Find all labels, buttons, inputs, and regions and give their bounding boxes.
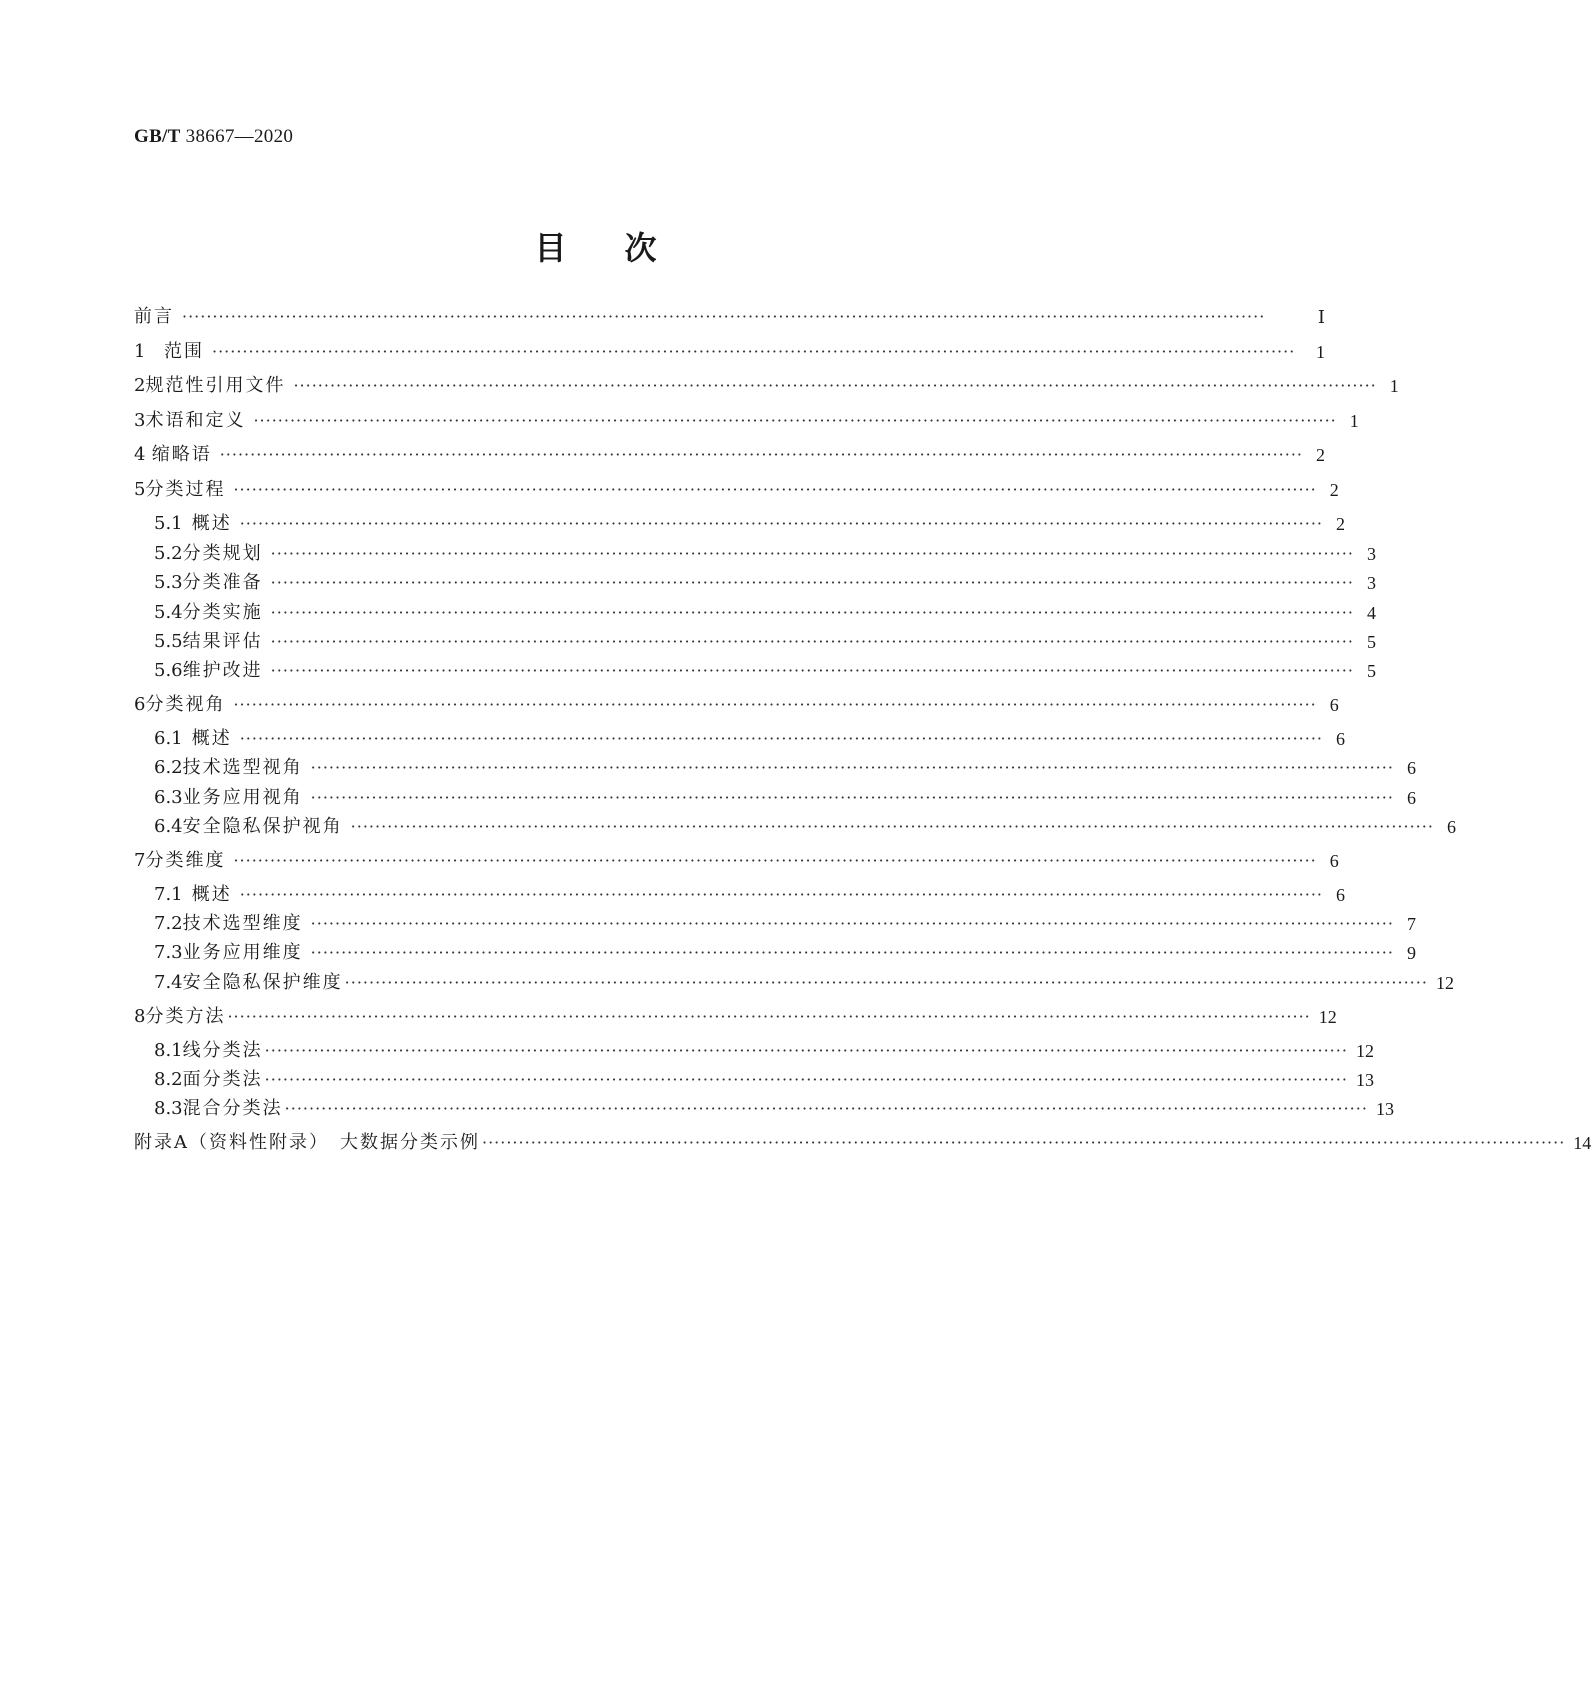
toc-leader-dots — [233, 848, 1316, 874]
toc-entry-page: 12 — [1318, 1007, 1337, 1027]
toc-entry-page: 6 — [1336, 885, 1345, 905]
toc-entry-7-2[interactable] — [0, 911, 1535, 937]
toc-entry-label: 概述 — [191, 884, 232, 905]
toc-entry-page: 4 — [1366, 603, 1376, 623]
toc-leader-dots — [240, 726, 1323, 752]
toc-entry-number: 4 — [134, 444, 146, 465]
toc-leader-dots — [271, 570, 1354, 596]
toc-entry-5-3[interactable] — [0, 570, 1535, 596]
toc-entry-number: 3 — [134, 410, 146, 431]
toc-entry-label: 分类过程 — [145, 479, 226, 500]
toc-entry-label: 概述 — [191, 728, 232, 749]
toc-leader-dots — [311, 911, 1394, 937]
toc-entry-5-5[interactable] — [0, 629, 1535, 655]
toc-entry-7-1[interactable] — [0, 882, 1535, 908]
toc-entry-5-2[interactable] — [0, 541, 1535, 567]
toc-entry-number: 5.6 — [154, 660, 183, 681]
toc-leader-dots — [253, 408, 1336, 434]
toc-entry-label: 附录A（资料性附录） 大数据分类示例 — [134, 1132, 480, 1153]
toc-entry-page: Ⅰ — [1317, 307, 1325, 327]
toc-entry-page: 9 — [1406, 943, 1416, 963]
toc-entry-label: 分类规划 — [182, 543, 263, 564]
toc-entry-number: 8 — [134, 1006, 146, 1027]
toc-leader-dots — [265, 1038, 1348, 1064]
toc-entry-label: 分类实施 — [182, 602, 263, 623]
toc-entry-number: 7 — [134, 850, 146, 871]
toc-entry-label: 范围 — [164, 341, 204, 362]
toc-entry-label: 分类维度 — [145, 850, 226, 871]
toc-entry-6-2[interactable] — [0, 755, 1535, 781]
toc-leader-dots — [240, 511, 1323, 537]
toc-entry-page: 6 — [1329, 851, 1339, 871]
toc-entry-8-2[interactable] — [0, 1067, 1535, 1093]
toc-entry-label: 技术选型视角 — [182, 757, 303, 778]
toc-entry-8-3[interactable] — [0, 1096, 1535, 1122]
toc-entry-page: 1 — [1389, 376, 1399, 396]
toc-entry-number: 8.2 — [154, 1069, 183, 1090]
toc-entry-label: 业务应用维度 — [182, 942, 303, 963]
toc-leader-dots — [293, 373, 1376, 399]
toc-entry-label: 概述 — [191, 513, 232, 534]
toc-leader-dots — [345, 970, 1428, 996]
toc-entry-6-4[interactable] — [0, 814, 1535, 840]
toc-leader-dots — [482, 1130, 1565, 1156]
toc-entry-5-1[interactable] — [0, 511, 1535, 537]
toc-leader-dots — [233, 477, 1316, 503]
toc-leader-dots — [233, 692, 1316, 718]
standard-prefix: GB/T — [134, 126, 181, 147]
toc-entry-label: 混合分类法 — [182, 1098, 283, 1119]
toc-entry-8-1[interactable] — [0, 1038, 1535, 1064]
toc-entry-label: 维护改进 — [182, 660, 263, 681]
toc-entry-page: 7 — [1406, 914, 1416, 934]
toc-entry-6[interactable] — [0, 692, 1515, 718]
toc-leader-dots — [220, 442, 1303, 468]
toc-entry-page: 2 — [1336, 514, 1345, 534]
toc-leader-dots — [182, 304, 1303, 330]
toc-entry-foreword[interactable] — [0, 304, 1515, 330]
toc-entry-page: 2 — [1316, 445, 1325, 465]
toc-entry-page: 3 — [1366, 544, 1376, 564]
toc-entry-page: 13 — [1375, 1099, 1394, 1119]
toc-entry-5[interactable] — [0, 477, 1515, 503]
toc-entry-page: 3 — [1366, 573, 1376, 593]
toc-entry-label: 业务应用视角 — [182, 787, 303, 808]
toc-leader-dots — [311, 755, 1394, 781]
toc-entry-number: 6.2 — [154, 757, 183, 778]
toc-entry-7-3[interactable] — [0, 940, 1535, 966]
toc-entry-label: 分类方法 — [145, 1006, 226, 1027]
toc-entry-label: 结果评估 — [182, 631, 263, 652]
toc-entry-label: 技术选型维度 — [182, 913, 303, 934]
toc-leader-dots — [212, 339, 1303, 365]
toc-leader-dots — [311, 940, 1394, 966]
toc-entry-5-4[interactable] — [0, 600, 1535, 626]
toc-entry-page: 6 — [1406, 788, 1416, 808]
toc-leader-dots — [271, 541, 1354, 567]
toc-entry-page: 1 — [1349, 411, 1359, 431]
toc-entry-label: 安全隐私保护维度 — [182, 972, 343, 993]
toc-entry-page: 1 — [1316, 342, 1325, 362]
toc-entry-number: 8.1 — [154, 1040, 183, 1061]
toc-entry-page: 12 — [1355, 1041, 1374, 1061]
toc-entry-8[interactable] — [0, 1004, 1515, 1030]
toc-entry-page: 13 — [1355, 1070, 1374, 1090]
standard-number: 38667—2020 — [185, 126, 294, 147]
toc-entry-page: 12 — [1435, 973, 1454, 993]
toc-entry-page: 5 — [1366, 632, 1376, 652]
toc-entry-label: 术语和定义 — [145, 410, 246, 431]
toc-entry-number: 5 — [134, 479, 146, 500]
toc-leader-dots — [227, 1004, 1310, 1030]
toc-entry-number: 7.1 — [154, 884, 183, 905]
toc-entry-4[interactable] — [0, 442, 1515, 468]
toc-entry-label: 面分类法 — [182, 1069, 263, 1090]
toc-entry-number: 2 — [134, 375, 146, 396]
toc-entry-7[interactable] — [0, 848, 1515, 874]
toc-entry-number: 6 — [134, 694, 146, 715]
toc-entry-number: 7.4 — [154, 972, 183, 993]
toc-entry-page: 6 — [1336, 729, 1345, 749]
toc-entry-number: 1 — [134, 341, 146, 362]
toc-leader-dots — [240, 882, 1323, 908]
toc-entry-7-4[interactable] — [0, 970, 1535, 996]
toc-entry-page: 6 — [1329, 695, 1339, 715]
toc-entry-page: 5 — [1366, 661, 1376, 681]
toc-leader-dots — [351, 814, 1434, 840]
toc-entry-6-3[interactable] — [0, 785, 1535, 811]
toc-entry-number: 6.4 — [154, 816, 183, 837]
toc-entry-label: 安全隐私保护视角 — [182, 816, 343, 837]
page-title: 目次 — [534, 229, 715, 267]
toc-entry-label: 分类准备 — [182, 572, 263, 593]
toc-entry-number: 5.4 — [154, 602, 183, 623]
toc-entry-number: 6.1 — [154, 728, 183, 749]
toc-entry-page: 6 — [1406, 758, 1416, 778]
toc-entry-label: 缩略语 — [151, 444, 212, 465]
toc-leader-dots — [271, 600, 1354, 626]
toc-leader-dots — [271, 629, 1354, 655]
toc-leader-dots — [271, 658, 1354, 684]
toc-entry-label: 线分类法 — [182, 1040, 263, 1061]
toc-entry-1[interactable] — [0, 339, 1515, 365]
toc-entry-label: 前言 — [134, 306, 174, 327]
toc-leader-dots — [285, 1096, 1368, 1122]
toc-entry-number: 5.2 — [154, 543, 183, 564]
toc-entry-5-6[interactable] — [0, 658, 1535, 684]
toc-entry-page: 14 — [1573, 1133, 1591, 1153]
toc-entry-label: 分类视角 — [145, 694, 226, 715]
toc-entry-number: 5.3 — [154, 572, 183, 593]
toc-entry-6-1[interactable] — [0, 726, 1535, 752]
toc-entry-number: 6.3 — [154, 787, 183, 808]
toc-entry-page: 2 — [1329, 480, 1339, 500]
toc-entry-2[interactable] — [0, 373, 1515, 399]
toc-entry-appendix-a[interactable] — [0, 1130, 1591, 1156]
toc-leader-dots — [311, 785, 1394, 811]
toc-entry-number: 5.1 — [154, 513, 183, 534]
toc-entry-number: 8.3 — [154, 1098, 183, 1119]
toc-entry-number: 7.3 — [154, 942, 183, 963]
toc-leader-dots — [265, 1067, 1348, 1093]
toc-entry-page: 6 — [1446, 817, 1456, 837]
toc-entry-label: 规范性引用文件 — [145, 375, 286, 396]
toc-entry-number: 5.5 — [154, 631, 183, 652]
toc-entry-number: 7.2 — [154, 913, 183, 934]
toc-entry-3[interactable] — [0, 408, 1515, 434]
